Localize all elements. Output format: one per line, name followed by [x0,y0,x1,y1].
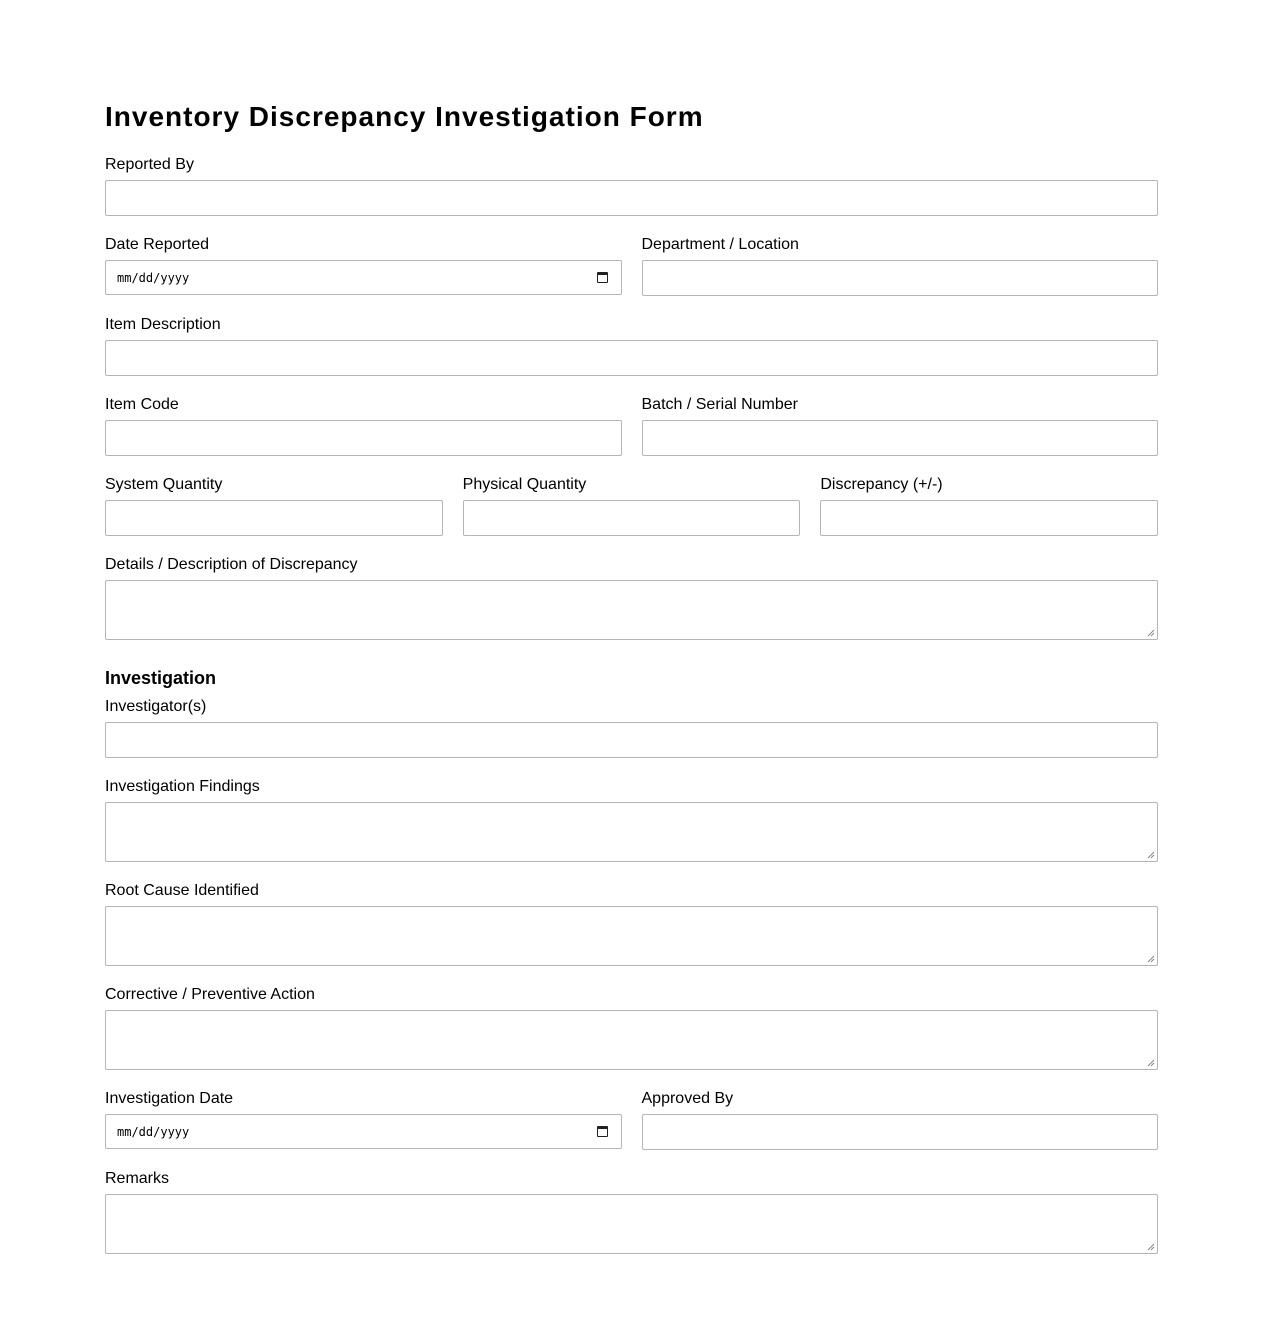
item-code-label: Item Code [105,396,179,413]
resize-grip-icon[interactable] [1146,850,1155,859]
department-location-field [642,236,1159,296]
item-description-input[interactable] [105,340,1158,376]
item-code-field [105,396,622,456]
findings-label: Investigation Findings [105,778,260,795]
resize-grip-icon[interactable] [1146,628,1155,637]
item-code-input[interactable] [105,420,622,456]
page-title: Inventory Discrepancy Investigation Form [105,101,704,132]
system-quantity-field [105,476,443,536]
date-reported-value: mm/dd/yyyy [117,271,190,285]
discrepancy-input[interactable] [820,500,1158,536]
item-description-label: Item Description [105,316,221,333]
investigation-date-input[interactable] [105,1114,622,1149]
item-description-field [105,316,1158,376]
inventory-discrepancy-form [105,100,1158,1254]
corrective-action-field [105,986,1158,1070]
investigation-date-label: Investigation Date [105,1090,234,1107]
findings-textarea[interactable] [105,802,1158,862]
batch-serial-label: Batch / Serial Number [641,396,799,413]
investigators-field [105,698,1158,758]
batch-serial-input[interactable] [642,420,1159,456]
investigation-heading: Investigation [105,668,217,688]
details-textarea[interactable] [105,580,1158,640]
remarks-textarea[interactable] [105,1194,1158,1254]
details-field [105,556,1158,640]
date-reported-input[interactable] [105,260,622,295]
resize-grip-icon[interactable] [1146,1058,1155,1067]
investigators-input[interactable] [105,722,1158,758]
department-location-label: Department / Location [641,236,799,253]
reported-by-field [105,156,1158,216]
investigation-date-value: mm/dd/yyyy [117,1125,190,1139]
investigators-label: Investigator(s) [105,698,207,715]
reported-by-label: Reported By [105,156,194,173]
approved-by-label: Approved By [641,1090,734,1107]
corrective-action-textarea[interactable] [105,1010,1158,1070]
system-quantity-input[interactable] [105,500,443,536]
remarks-field [105,1170,1158,1254]
calendar-icon[interactable] [597,1126,608,1137]
findings-field [105,778,1158,862]
details-label: Details / Description of Discrepancy [105,556,358,573]
system-quantity-label: System Quantity [105,476,223,493]
reported-by-input[interactable] [105,180,1158,216]
corrective-action-label: Corrective / Preventive Action [105,986,315,1003]
date-reported-label: Date Reported [105,236,210,253]
resize-grip-icon[interactable] [1146,954,1155,963]
root-cause-textarea[interactable] [105,906,1158,966]
date-reported-field [105,236,622,296]
discrepancy-label: Discrepancy (+/-) [820,476,943,493]
discrepancy-field [820,476,1158,536]
physical-quantity-field [463,476,801,536]
remarks-label: Remarks [105,1170,170,1187]
root-cause-field [105,882,1158,966]
resize-grip-icon[interactable] [1146,1242,1155,1251]
root-cause-label: Root Cause Identified [105,882,259,899]
investigation-date-field [105,1090,622,1150]
department-location-input[interactable] [642,260,1159,296]
calendar-icon[interactable] [597,272,608,283]
batch-serial-field [642,396,1159,456]
physical-quantity-label: Physical Quantity [462,476,587,493]
physical-quantity-input[interactable] [463,500,801,536]
approved-by-field [642,1090,1159,1150]
approved-by-input[interactable] [642,1114,1159,1150]
